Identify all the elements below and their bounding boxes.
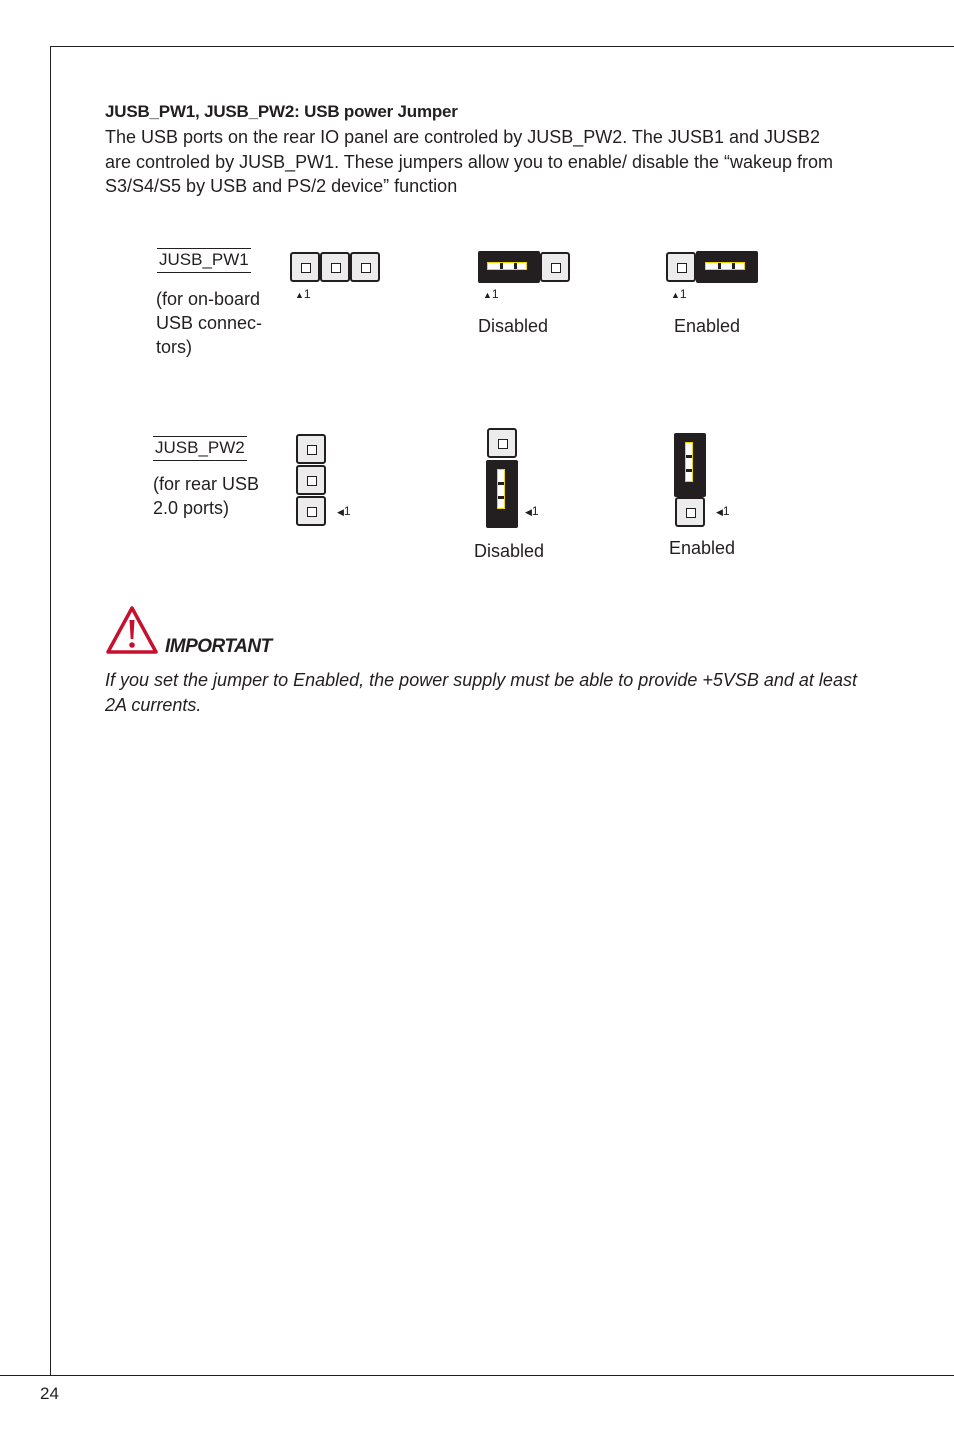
jusb-pw2-disabled-caption: Disabled	[474, 541, 545, 561]
jumper-cap	[674, 433, 706, 497]
jusb-pw1-disabled-caption: Disabled	[478, 316, 549, 336]
frame-bottom-rule	[0, 1375, 954, 1376]
jumper-pin	[320, 252, 350, 282]
pin1-marker: ◀1	[337, 504, 351, 518]
jusb-pw1-note: (for on-board USB connec-tors)	[156, 289, 263, 357]
pin1-marker: ▲1	[483, 287, 499, 301]
jusb-pw2-label: JUSB_PW2	[153, 436, 247, 461]
jumper-pin	[296, 465, 326, 495]
pin1-arrow-icon: ▲	[483, 290, 492, 300]
pin1-marker: ◀1	[525, 504, 539, 518]
jumper-pin	[350, 252, 380, 282]
jumper-pin	[675, 497, 705, 527]
important-text: If you set the jumper to Enabled, the power supply must be able to provide +5VSB and at least 2A currents.	[105, 670, 857, 715]
warning-triangle-icon	[105, 605, 159, 655]
jumper-cap	[486, 460, 518, 528]
jumper-pin	[290, 252, 320, 282]
jumper-pin	[296, 496, 326, 526]
jusb-pw2-enabled-caption: Enabled	[669, 538, 736, 558]
pin1-arrow-icon: ▲	[295, 290, 304, 300]
jumper-pin	[487, 428, 517, 458]
section-title: JUSB_PW1, JUSB_PW2: USB power Jumper	[105, 102, 458, 121]
pin1-arrow-icon: ▲	[671, 290, 680, 300]
page-number: 24	[40, 1384, 59, 1403]
pin1-marker: ▲1	[295, 287, 311, 301]
pin1-marker: ◀1	[716, 504, 730, 518]
jumper-pin	[296, 434, 326, 464]
jumper-cap	[478, 251, 540, 283]
frame-top-rule	[50, 46, 954, 47]
jumper-pin	[666, 252, 696, 282]
pin1-arrow-icon: ◀	[716, 507, 723, 517]
frame-left-rule	[50, 46, 51, 1376]
section-body: The USB ports on the rear IO panel are controled by JUSB_PW2. The JUSB1 and JUSB2 are controled by JUSB_PW1. These jumpers allow you to enable/ disable the “wakeup from S3/S4/S5 by USB and PS/2 device” function	[105, 127, 834, 196]
jusb-pw1-enabled-caption: Enabled	[674, 316, 741, 336]
jusb-pw2-note: (for rear USB 2.0 ports)	[153, 474, 260, 518]
pin1-marker: ▲1	[671, 287, 687, 301]
jumper-pin	[540, 252, 570, 282]
pin1-arrow-icon: ◀	[525, 507, 532, 517]
pin1-arrow-icon: ◀	[337, 507, 344, 517]
important-heading: IMPORTANT	[165, 636, 272, 657]
jusb-pw1-label: JUSB_PW1	[157, 248, 251, 273]
jumper-cap	[696, 251, 758, 283]
